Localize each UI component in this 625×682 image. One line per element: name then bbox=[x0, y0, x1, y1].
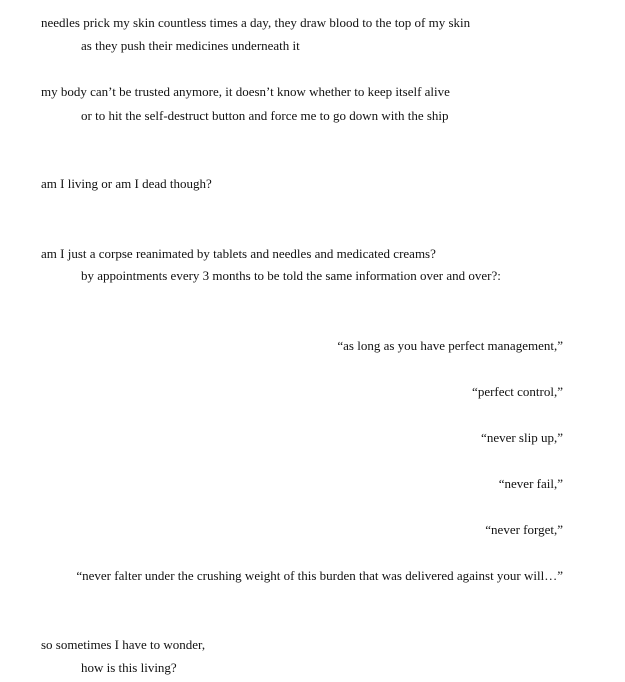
stanza-4-line-2: by appointments every 3 months to be told the same information over and over?: bbox=[81, 268, 501, 283]
stanza-3-line-1: am I living or am I dead though? bbox=[41, 176, 212, 191]
stanza-4-line-1: am I just a corpse reanimated by tablets and needles and medicated creams? bbox=[41, 246, 436, 261]
stanza-1-line-1: needles prick my skin countless times a day, they draw blood to the top of my skin bbox=[41, 15, 471, 30]
quote-line-4: “never fail,” bbox=[498, 476, 563, 491]
stanza-2-line-2: or to hit the self-destruct button and force me to go down with the ship bbox=[81, 108, 449, 123]
quote-line-3: “never slip up,” bbox=[481, 430, 563, 445]
stanza-1-line-2: as they push their medicines underneath it bbox=[81, 38, 300, 53]
quote-line-2: “perfect control,” bbox=[472, 384, 563, 399]
stanza-2-line-1: my body can’t be trusted anymore, it doesn’t know whether to keep itself alive bbox=[41, 84, 450, 99]
quote-line-5: “never forget,” bbox=[485, 522, 563, 537]
quote-line-6: “never falter under the crushing weight of this burden that was delivered against your will…” bbox=[76, 568, 563, 583]
stanza-5-line-2: how is this living? bbox=[81, 660, 177, 675]
stanza-5-line-1: so sometimes I have to wonder, bbox=[41, 637, 206, 652]
quote-line-1: “as long as you have perfect management,” bbox=[337, 338, 563, 353]
